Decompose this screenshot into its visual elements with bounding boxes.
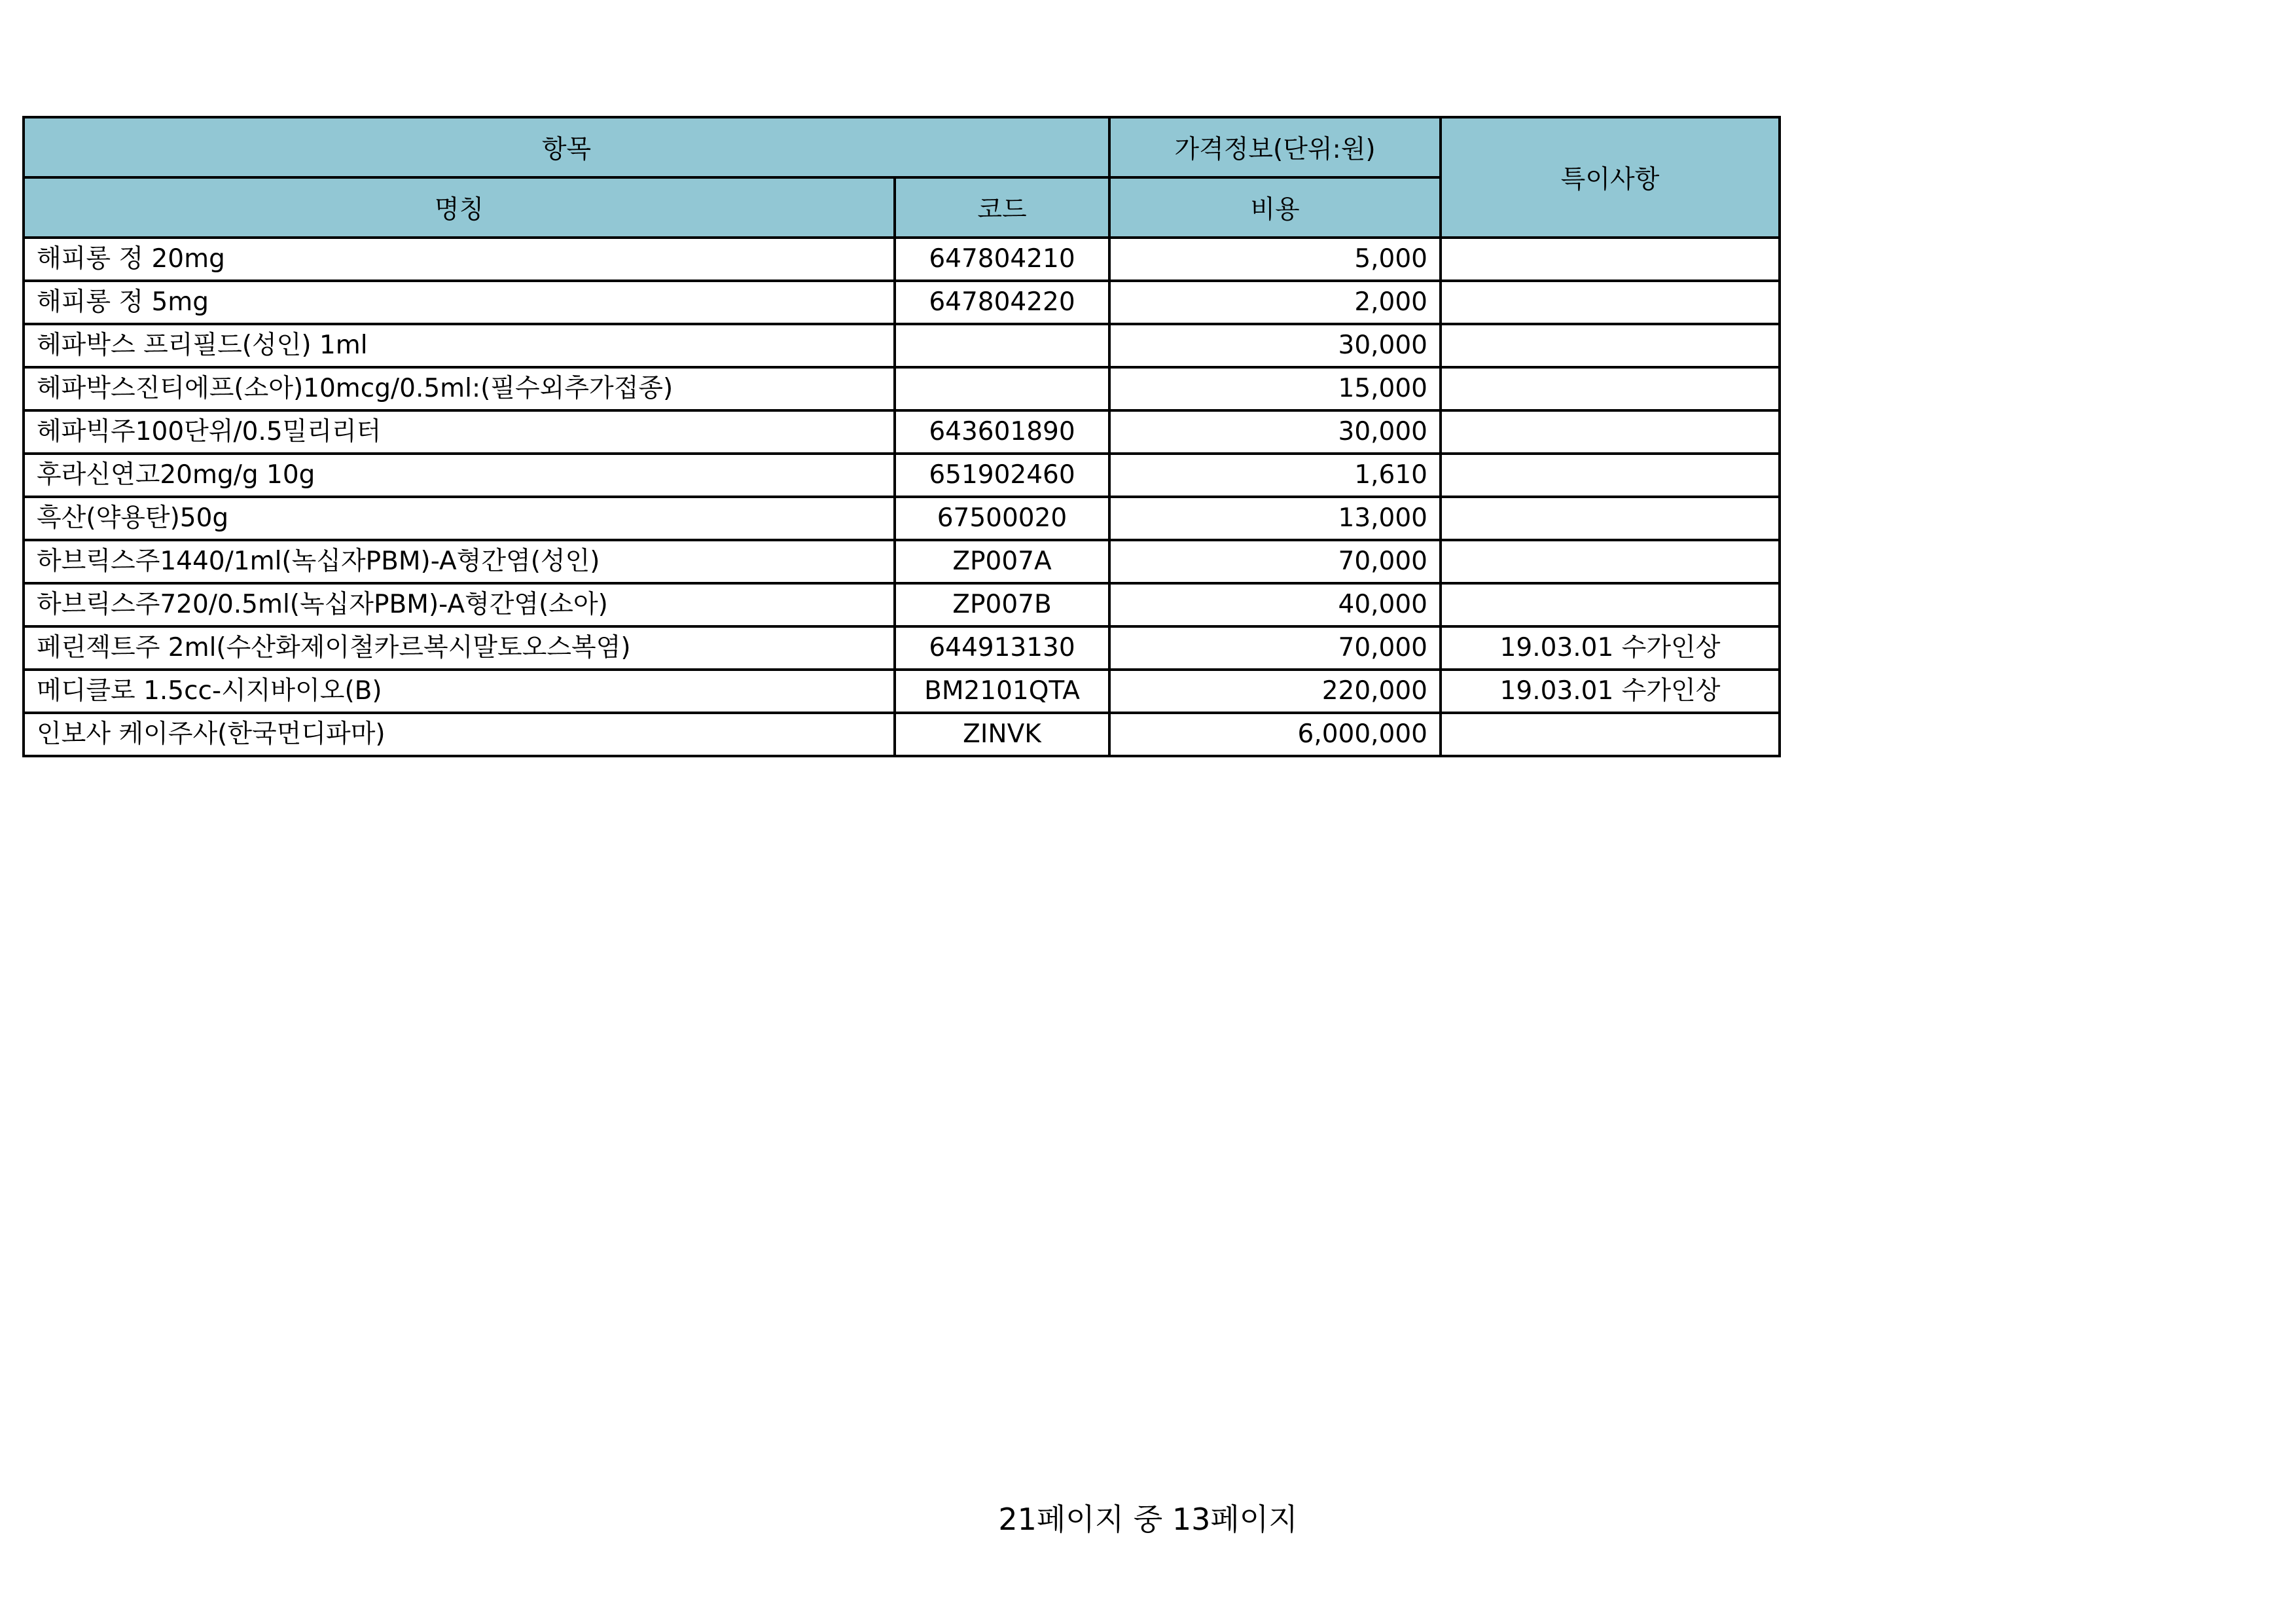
cell-code: 67500020	[895, 497, 1109, 540]
table-row	[24, 497, 1780, 540]
cell-cost: 15,000	[1109, 367, 1441, 410]
cell-note	[1441, 454, 1780, 497]
price-table	[22, 116, 1781, 757]
cell-cost: 1,610	[1109, 454, 1441, 497]
cell-note	[1441, 281, 1780, 324]
cell-name: 헤파박스 프리필드(성인) 1ml	[24, 324, 895, 367]
cell-cost: 2,000	[1109, 281, 1441, 324]
table-row	[24, 324, 1780, 367]
header-row-group	[24, 117, 1780, 177]
table-row	[24, 238, 1780, 281]
header-name: 명칭	[24, 177, 895, 238]
cell-name: 헤파박스진티에프(소아)10mcg/0.5ml:(필수외추가접종)	[24, 367, 895, 410]
header-cost: 비용	[1109, 177, 1441, 238]
cell-code: BM2101QTA	[895, 670, 1109, 713]
cell-name: 하브릭스주720/0.5ml(녹십자PBM)-A형간염(소아)	[24, 583, 895, 626]
cell-code: ZP007A	[895, 540, 1109, 583]
table-row	[24, 540, 1780, 583]
cell-name: 하브릭스주1440/1ml(녹십자PBM)-A형간염(성인)	[24, 540, 895, 583]
cell-cost: 30,000	[1109, 410, 1441, 454]
cell-note	[1441, 583, 1780, 626]
cell-name: 해피롱 정 5mg	[24, 281, 895, 324]
cell-note: 19.03.01 수가인상	[1441, 670, 1780, 713]
cell-cost: 5,000	[1109, 238, 1441, 281]
cell-note	[1441, 540, 1780, 583]
table-row	[24, 281, 1780, 324]
cell-code: 644913130	[895, 626, 1109, 670]
cell-note: 19.03.01 수가인상	[1441, 626, 1780, 670]
header-price-group: 가격정보(단위:원)	[1109, 117, 1441, 177]
cell-code	[895, 367, 1109, 410]
cell-code: 643601890	[895, 410, 1109, 454]
cell-code: ZINVK	[895, 713, 1109, 756]
header-item-group: 항목	[24, 117, 1109, 177]
cell-name: 인보사 케이주사(한국먼디파마)	[24, 713, 895, 756]
cell-name: 페린젝트주 2ml(수산화제이철카르복시말토오스복염)	[24, 626, 895, 670]
cell-cost: 220,000	[1109, 670, 1441, 713]
table-row	[24, 713, 1780, 756]
cell-code	[895, 324, 1109, 367]
cell-code: 647804210	[895, 238, 1109, 281]
cell-name: 해피롱 정 20mg	[24, 238, 895, 281]
cell-name: 헤파빅주100단위/0.5밀리리터	[24, 410, 895, 454]
cell-cost: 6,000,000	[1109, 713, 1441, 756]
cell-cost: 70,000	[1109, 626, 1441, 670]
cell-code: 651902460	[895, 454, 1109, 497]
cell-name: 흑산(약용탄)50g	[24, 497, 895, 540]
cell-name: 메디클로 1.5cc-시지바이오(B)	[24, 670, 895, 713]
cell-note	[1441, 713, 1780, 756]
cell-note	[1441, 324, 1780, 367]
cell-cost: 30,000	[1109, 324, 1441, 367]
cell-note	[1441, 367, 1780, 410]
cell-note	[1441, 497, 1780, 540]
page-indicator: 21페이지 중 13페이지	[998, 1502, 1298, 1537]
header-remarks: 특이사항	[1441, 117, 1780, 238]
table-row	[24, 626, 1780, 670]
table-row	[24, 410, 1780, 454]
table-row	[24, 670, 1780, 713]
cell-note	[1441, 410, 1780, 454]
cell-note	[1441, 238, 1780, 281]
cell-cost: 70,000	[1109, 540, 1441, 583]
cell-name: 후라신연고20mg/g 10g	[24, 454, 895, 497]
cell-cost: 13,000	[1109, 497, 1441, 540]
table-row	[24, 367, 1780, 410]
cell-code: 647804220	[895, 281, 1109, 324]
cell-cost: 40,000	[1109, 583, 1441, 626]
cell-code: ZP007B	[895, 583, 1109, 626]
header-code: 코드	[895, 177, 1109, 238]
table-row	[24, 454, 1780, 497]
table-body	[24, 238, 1780, 756]
table-row	[24, 583, 1780, 626]
